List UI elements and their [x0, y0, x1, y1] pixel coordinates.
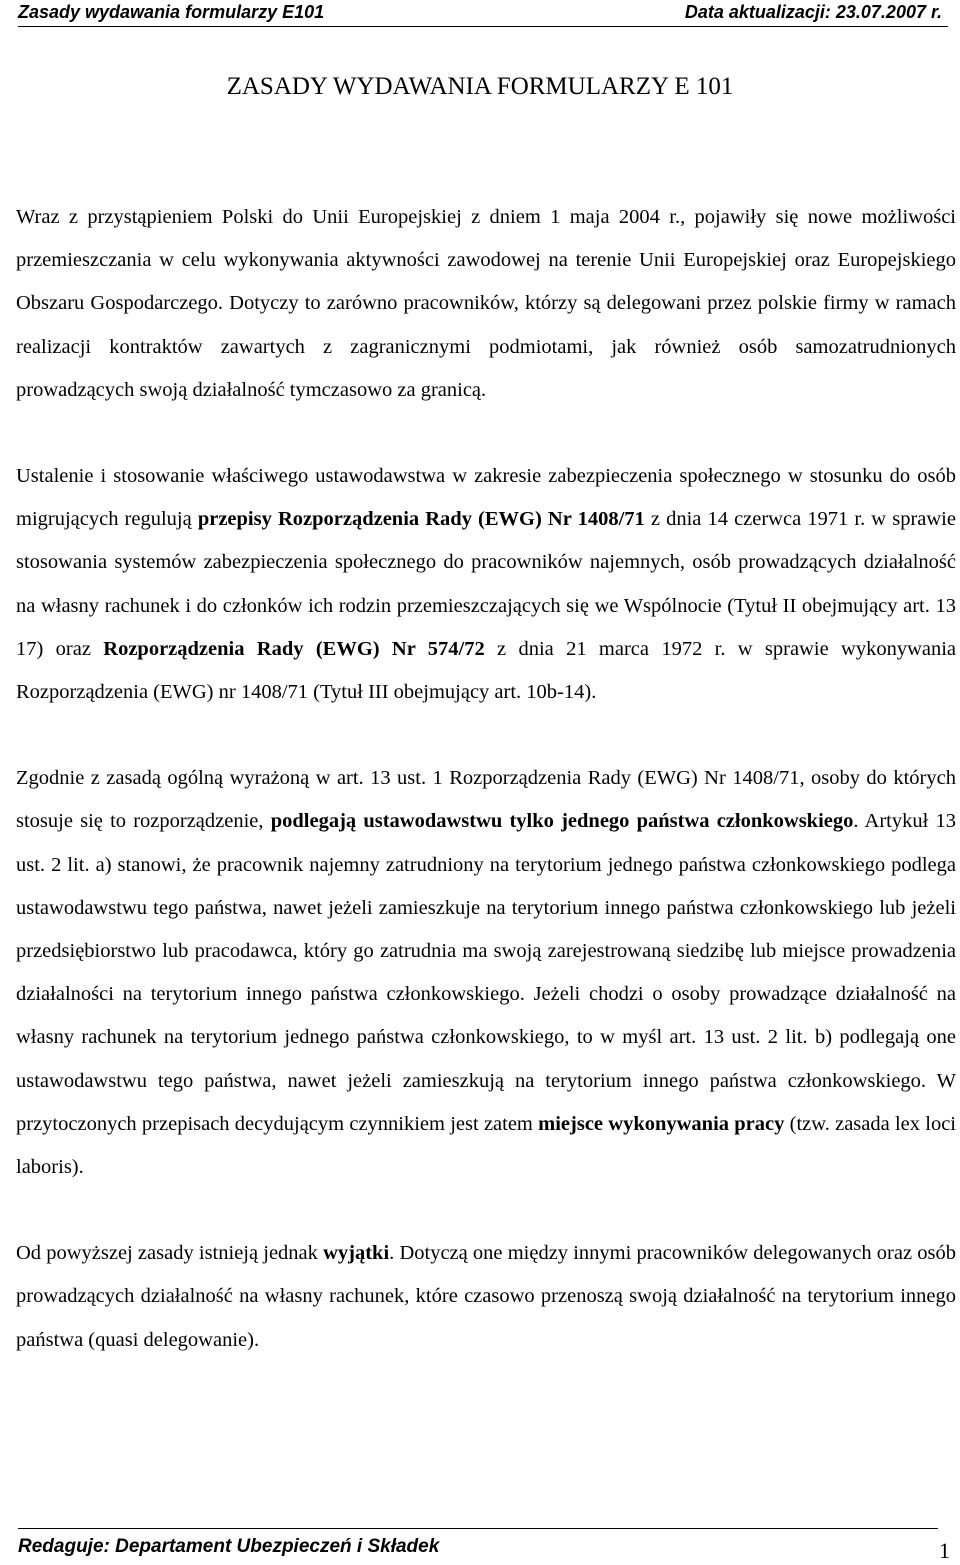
paragraph-3-text-3: (tzw. zasada lex loci laboris). [16, 1112, 956, 1179]
paragraph-4-text-2: . Dotyczą one między innymi pracowników delegowanych oraz osób prowadzących działalność na własny rachunek, które czasowo przenoszą swoją działalność na terytorium innego państwa (quasi delegowanie). [16, 1242, 956, 1351]
paragraph-2-bold-2: Rozporządzenia Rady (EWG) Nr 574/72 [103, 637, 485, 660]
paragraph-1: Wraz z przystąpieniem Polski do Unii Europejskiej z dniem 1 maja 2004 r., pojawiły się nowe możliwości przemieszczania w celu wykonywania aktywności zawodowej na terenie Unii Europejskiej oraz Europejskiego Obszaru Gospodarczego. Dotyczy to zarówno pracowników, którzy są delegowani przez polskie firmy w ramach realizacji kontraktów zawartych z zagranicznymi podmiotami, jak również osób samozatrudnionych prowadzących swoją działalność tymczasowo za granicą. [16, 206, 956, 401]
paragraph-3-text-1: Zgodnie z zasadą ogólną wyrażoną w art. 13 ust. 1 Rozporządzenia Rady (EWG) Nr 1408/71, osoby do których stosuje się to rozporządzenie, [16, 767, 956, 833]
paragraph-2 [16, 455, 956, 714]
document-body [16, 196, 956, 1362]
paragraph-2-text-1: Ustalenie i stosowanie właściwego ustawodawstwa w zakresie zabezpieczenia społecznego w stosunku do osób migrujących regulują [16, 465, 956, 531]
header-update-date: Data aktualizacji: 23.07.2007 r. [684, 2, 942, 22]
paragraph-2-text-2: z dnia 14 czerwca 1971 r. w sprawie stosowania systemów zabezpieczenia społecznego do pracowników najemnych, osób prowadzących działalność na własny rachunek i do członków ich rodzin przemieszczających się we Wspólnocie (Tytuł II obejmujący art. 13 17) oraz [16, 508, 956, 660]
page-number: 1 [939, 1538, 950, 1563]
document-title: ZASADY WYDAWANIA FORMULARZY E 101 [226, 73, 734, 100]
paragraph-4 [16, 1232, 956, 1362]
footer-editor: Redaguje: Departament Ubezpieczeń i Składek [18, 1536, 440, 1557]
page-header [18, 0, 948, 27]
paragraph-2-bold-1: przepisy Rozporządzenia Rady (EWG) Nr 1408/71 [197, 508, 645, 531]
paragraph-3-text-2: . Artykuł 13 ust. 2 lit. a) stanowi, że pracownik najemny zatrudniony na terytorium jednego państwa członkowskiego podlega ustawodawstwu tego państwa, nawet jeżeli zamieszkuje na terytorium innego państwa członkowskiego lub jeżeli przedsiębiorstwo lub pracodawca, który go zatrudnia ma swoją zarejestrowaną siedzibę lub miejsce prowadzenia działalności na terytorium innego państwa członkowskiego. Jeżeli chodzi o osoby prowadzące działalność na własny rachunek na terytorium jednego państwa członkowskiego, to w myśl art. 13 ust. 2 lit. b) podlegają one ustawodawstwu tego państwa, nawet jeżeli zamieszkują na terytorium innego państwa członkowskiego. W przytoczonych przepisach decydującym czynnikiem jest zatem [16, 810, 957, 1135]
page-footer [18, 1528, 950, 1565]
paragraph-4-text-1: Od powyższej zasady istnieją jednak [16, 1242, 324, 1265]
paragraph-3-bold-1: podlegają ustawodawstwu tylko jednego państwa członkowskiego [270, 810, 854, 833]
paragraph-4-bold-1: wyjątki [323, 1242, 390, 1265]
paragraph-3 [16, 757, 956, 1189]
paragraph-2-text-3: z dnia 21 marca 1972 r. w sprawie wykonywania Rozporządzenia (EWG) nr 1408/71 (Tytuł III obejmujący art. 10b-14). [16, 637, 957, 704]
header-document-title: Zasady wydawania formularzy E101 [18, 2, 325, 22]
paragraph-3-bold-2: miejsce wykonywania pracy [538, 1112, 785, 1135]
